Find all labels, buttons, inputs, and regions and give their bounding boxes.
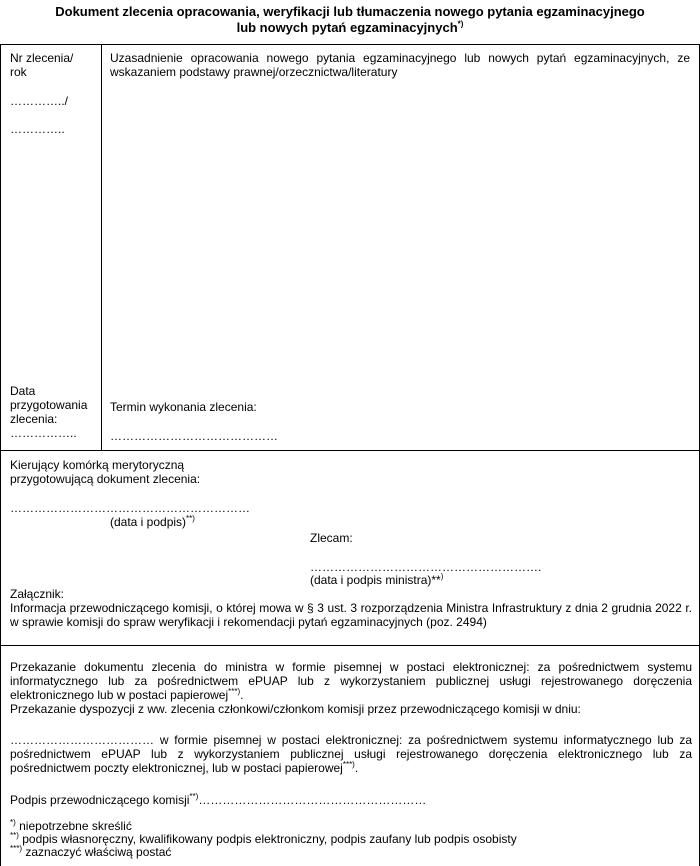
order-number-label-line-1: Nr zlecenia/ <box>10 51 74 65</box>
footnote-2-marker: **) <box>10 831 19 840</box>
deadline-dots: …………………………………… <box>110 429 278 443</box>
attachment-text: Informacja przewodniczącego komisji, o której mowa w § 3 ust. 3 rozporządzenia Ministra Infrastruktury z dnia 2 grudnia 2022 r. w sprawie komisji do spraw weryfikacji i rekomendacji pytań egzaminacyjnych (poz. 2494) <box>10 601 692 629</box>
preparation-date-label <box>10 384 87 440</box>
minister-signature-marker: ) <box>440 572 444 581</box>
preparation-date-label-line-1: Data <box>10 384 36 398</box>
unit-head-label <box>10 458 200 486</box>
minister-signature-dots: …………………………………………………. <box>310 560 542 574</box>
title-line-2-text: lub nowych pytań egzaminacyjnych <box>236 20 458 35</box>
handover-to-minister-text: Przekazanie dokumentu zlecenia do ministra w formie pisemnej w postaci elektronicznej: za pośrednictwem systemu informatycznego lub za pośrednictwem ePUAP lub z wykorzystaniem publicznej usługi rejestrowanego doręczenia elektronicznego lub w postaci papierowej <box>10 660 692 702</box>
handover-form <box>10 733 692 775</box>
minister-signature-caption <box>310 573 443 587</box>
attachment-label: Załącznik: <box>10 587 65 601</box>
unit-head-label-line-1: Kierujący komórką merytoryczną <box>10 458 185 472</box>
handover-to-members: Przekazanie dyspozycji z ww. zlecenia członkowi/członkom komisji przez przewodniczącego komisji w dniu: <box>10 702 581 716</box>
handover-form-marker: ***) <box>342 760 355 769</box>
deadline-label: Termin wykonania zlecenia: <box>110 400 257 414</box>
unit-head-signature-dots: …………………………………………………… <box>10 501 250 515</box>
preparation-date-dots: …………….. <box>10 426 77 440</box>
chair-signature-label: Podpis przewodniczącego komisji <box>10 793 190 807</box>
unit-head-label-line-2: przygotowującą dokument zlecenia: <box>10 472 201 486</box>
handover-form-text: ……………………………… w formie pisemnej w postaci elektronicznej: za pośrednictwem systemu informatycznego lub za pośrednictwem ePUAP lub z wykorzystaniem publicznej usługi rejestrowanego doręczenia elektronicznego lub za pośrednictwem poczty elektronicznej, lub w postaci papierowej <box>10 733 692 775</box>
footnote-3 <box>10 846 517 859</box>
preparation-date-label-line-2: przygotowania <box>10 398 88 412</box>
footnote-2-text: podpis własnoręczny, kwalifikowany podpis elektroniczny, podpis zaufany lub podpis osobisty <box>22 832 517 846</box>
handover-to-minister <box>10 660 692 702</box>
footnotes <box>10 820 517 859</box>
chair-signature-marker: **) <box>189 792 199 801</box>
footnote-3-text: zaznaczyć właściwą postać <box>25 845 172 859</box>
title-line-1: Dokument zlecenia opracowania, weryfikacji lub tłumaczenia nowego pytania egzaminacyjnego <box>55 4 645 19</box>
footnote-1-marker: *) <box>10 818 16 827</box>
order-number-label-line-2: rok <box>10 65 27 79</box>
footnote-3-marker: ***) <box>10 844 23 853</box>
justification-heading: Uzasadnienie opracowania nowego pytania egzaminacyjnego lub nowych pytań egzaminacyjnych, ze wskazaniem podstawy prawnej/orzecznictwa/literatury <box>110 51 690 79</box>
order-label: Zlecam: <box>310 531 353 545</box>
date-and-signature-caption <box>110 515 195 529</box>
title-line-2 <box>0 20 700 36</box>
footnote-1-text: niepotrzebne skreślić <box>19 819 132 833</box>
date-and-signature-marker: **) <box>186 514 195 523</box>
chair-signature-line <box>10 793 426 807</box>
order-details-section <box>0 44 700 451</box>
order-number-dots-1: …………../ <box>10 94 69 108</box>
document-title <box>0 4 700 36</box>
date-and-signature-text: (data i podpis) <box>110 515 187 529</box>
title-footnote-marker: *) <box>457 19 464 29</box>
handover-section <box>0 645 700 866</box>
column-divider <box>101 45 102 450</box>
order-number-dots-2: ………….. <box>10 122 65 136</box>
signature-section <box>0 450 700 646</box>
preparation-date-label-line-3: zlecenia: <box>10 412 58 426</box>
handover-to-minister-marker: ***) <box>228 687 241 696</box>
minister-signature-text: (data i podpis ministra)** <box>310 573 441 587</box>
order-number-label <box>10 51 73 79</box>
chair-signature-dots: ………………………………………………… <box>198 793 427 807</box>
handover-form-end: . <box>354 761 359 775</box>
handover-to-minister-end: . <box>240 688 244 702</box>
